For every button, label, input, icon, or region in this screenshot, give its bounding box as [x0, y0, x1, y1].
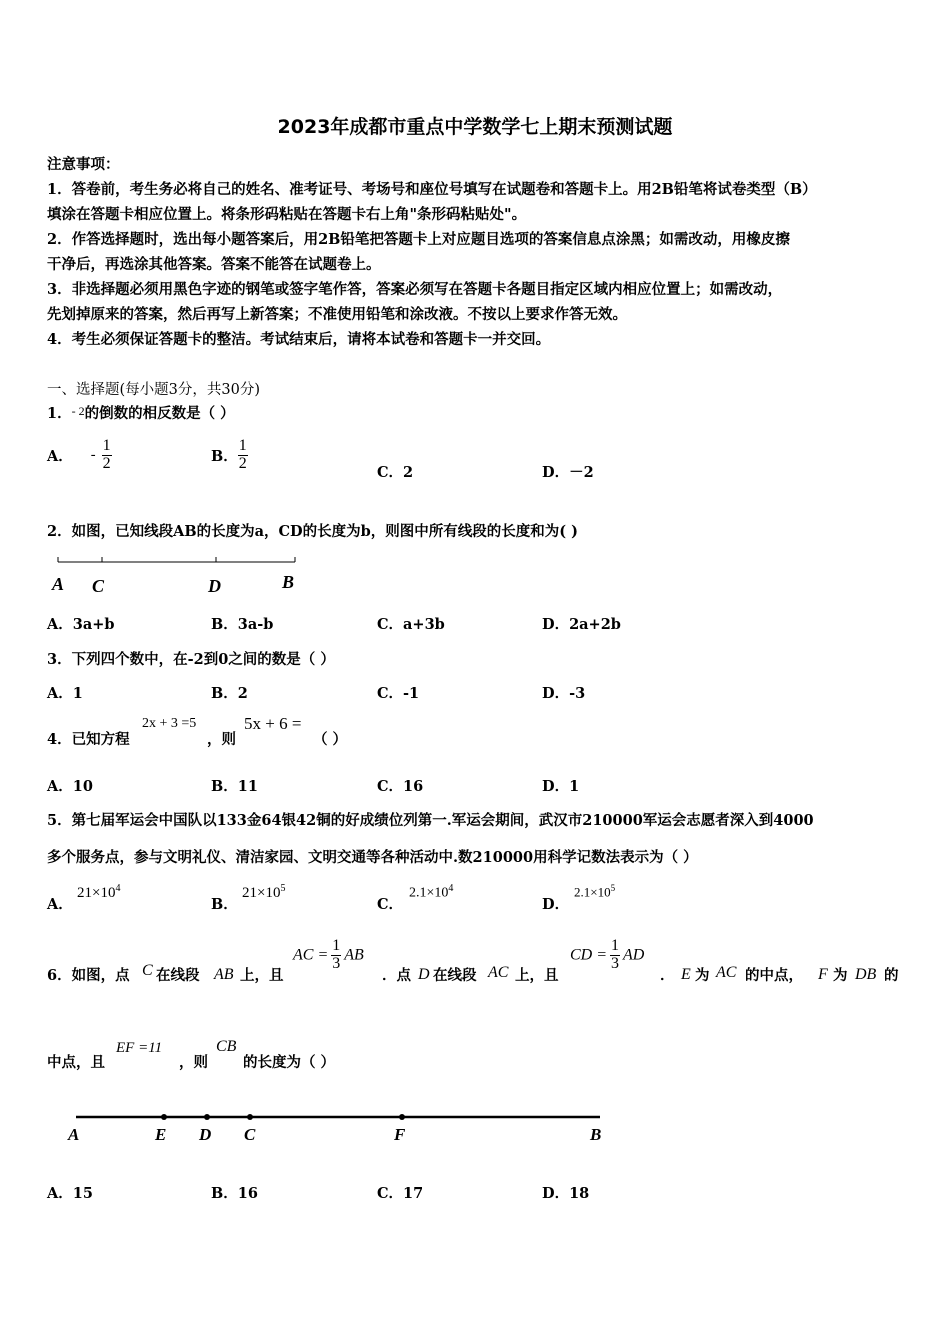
question-6-text: 6．如图，点 [47, 967, 130, 984]
option-d[interactable]: D．1 [542, 778, 580, 795]
point-c: C [142, 962, 153, 979]
option-d[interactable]: D．－2 [542, 464, 594, 481]
option-d[interactable]: D．2a+2b [542, 616, 621, 633]
question-6-text: 在线段 [433, 967, 477, 984]
option-a[interactable]: A．15 [47, 1185, 93, 1202]
segment-ac: AC [716, 964, 737, 981]
label-d: D [199, 1125, 212, 1144]
question-6-text: 为 [833, 967, 848, 984]
numerator: 1 [238, 437, 247, 454]
notice-line: 填涂在答题卡相应位置上。将条形码粘贴在答题卡右上角"条形码粘贴处"。 [47, 206, 527, 223]
notice-line: 2．作答选择题时，选出每小题答案后，用2B铅笔把答题卡上对应题目选项的答案信息点涂黑；如需改动，用橡皮擦 [47, 231, 790, 248]
fraction: $\frac{1}{3}$ [611, 937, 620, 972]
option-a[interactable]: A．3a+b [47, 616, 115, 633]
notice-line: 1．答卷前，考生务必将自己的姓名、准考证号、考场号和座位号填写在试题卷和答题卡上。用2B铅笔将试卷类型（B） [47, 181, 817, 198]
point-f: F [818, 966, 828, 983]
expression: 5x + 6 = [244, 714, 302, 733]
question-6-text: ，则 [179, 1054, 208, 1071]
equation-ac: AC = $\frac{1}{3}$ AB [293, 937, 364, 972]
question-3: 3．下列四个数中，在-2到0之间的数是（ ） [47, 651, 335, 668]
question-6-text: 的长度为（ ） [243, 1054, 336, 1071]
point-d: D [418, 966, 430, 983]
question-6-text: 的中点， [745, 967, 803, 984]
segment-cb: CB [216, 1038, 237, 1055]
segment-db: DB [855, 966, 877, 983]
option-b-label[interactable]: B． [211, 896, 238, 913]
notice-heading: 注意事项： [47, 156, 120, 173]
option-d[interactable]: D．18 [542, 1185, 590, 1202]
option-c[interactable]: C．a+3b [377, 616, 445, 633]
question-4-prefix: 4．已知方程 [47, 731, 130, 748]
point-e: E [681, 966, 691, 983]
option-b[interactable]: B．2 [211, 685, 248, 702]
math-expression: - 2 [71, 404, 85, 418]
fraction [238, 438, 248, 473]
option-c-label[interactable]: C． [377, 896, 404, 913]
question-1 [47, 402, 235, 423]
option-a[interactable]: A．10 [47, 778, 93, 795]
question-4-suffix: （ ） [313, 731, 348, 748]
option-label: B． [211, 447, 238, 465]
option-d-label[interactable]: D． [542, 896, 570, 913]
question-6-text: 为 [695, 967, 710, 984]
question-6-text: 在线段 [156, 967, 200, 984]
notice-line: 4．考生必须保证答题卡的整洁。考试结束后，请将本试卷和答题卡一并交回。 [47, 331, 551, 348]
option-c-value: $2.1\times 10^4$ [409, 883, 454, 901]
label-a: A [52, 574, 65, 594]
option-c[interactable]: C．17 [377, 1185, 424, 1202]
section-heading: 一、选择题(每小题3分，共30分) [47, 382, 260, 398]
option-c[interactable]: C．2 [377, 464, 414, 481]
option-b-value: $21\times 10^5$ [242, 883, 286, 901]
minus-sign: - [90, 446, 96, 463]
option-label: A． [47, 447, 73, 465]
label-c: C [92, 576, 105, 596]
label-b: B [282, 572, 295, 592]
label-b: B [590, 1125, 602, 1144]
option-b[interactable]: B．11 [211, 778, 258, 795]
question-6-text: 的 [884, 967, 899, 984]
option-b[interactable] [211, 438, 248, 473]
label-f: F [394, 1125, 406, 1144]
option-d[interactable]: D．-3 [542, 685, 586, 702]
option-b[interactable]: B．16 [211, 1185, 258, 1202]
option-a-value: $21\times 10^4$ [77, 883, 121, 901]
question-6-text: 上，且 [515, 967, 559, 984]
question-5-line: 5．第七届军运会中国队以133金64银42铜的好成绩位列第一.军运会期间，武汉市210000军运会志愿者深入到4000 [47, 812, 814, 829]
notice-line: 先划掉原来的答案，然后再写上新答案；不准使用铅笔和涂改液。不按以上要求作答无效。 [47, 306, 627, 323]
fraction: $\frac{1}{3}$ [332, 937, 341, 972]
option-c[interactable]: C．16 [377, 778, 424, 795]
point-d-dot [204, 1114, 210, 1120]
q2-segment-figure [50, 552, 310, 598]
question-6-text: ． [660, 967, 675, 984]
option-a[interactable] [47, 438, 112, 473]
point-c-dot [247, 1114, 253, 1120]
question-4-mid: ，则 [207, 731, 236, 748]
label-a: A [68, 1125, 80, 1144]
segment-ac: AC [488, 964, 509, 981]
question-5-line: 多个服务点，参与文明礼仪、清洁家园、文明交通等各种活动中.数210000用科学记数法表示为（ ） [47, 849, 698, 866]
equation-ef: EF =11 [116, 1040, 163, 1056]
question-6-text: ．点 [382, 967, 411, 984]
option-a-label[interactable]: A． [47, 896, 73, 913]
point-f-dot [399, 1114, 405, 1120]
equation: 2x + 3 =5 [142, 716, 197, 731]
option-c[interactable]: C．-1 [377, 685, 420, 702]
option-b[interactable]: B．3a-b [211, 616, 274, 633]
question-6-text: 上，且 [240, 967, 284, 984]
label-c: C [244, 1125, 256, 1144]
denominator: 2 [102, 454, 111, 472]
label-e: E [155, 1125, 167, 1144]
question-text: 的倒数的相反数是（ ） [84, 405, 235, 422]
denominator: 2 [238, 454, 247, 472]
segment-ab: AB [214, 966, 234, 983]
label-d: D [208, 576, 221, 596]
question-number: 1． [47, 405, 72, 422]
point-e-dot [161, 1114, 167, 1120]
question-6-text: 中点，且 [47, 1054, 105, 1071]
option-d-value: $2.1\times 10^5$ [574, 883, 616, 900]
notice-line: 3．非选择题必须用黑色字迹的钢笔或签字笔作答，答案必须写在答题卡各题目指定区域内相应位置上；如需改动， [47, 281, 783, 298]
page-title: 2023年成都市重点中学数学七上期末预测试题 [277, 116, 673, 138]
notice-line: 干净后，再选涂其他答案。答案不能答在试题卷上。 [47, 256, 381, 273]
option-a[interactable]: A．1 [47, 685, 83, 702]
question-2: 2．如图，已知线段AB的长度为a，CD的长度为b，则图中所有线段的长度和为( ) [47, 523, 579, 540]
fraction [102, 438, 112, 473]
numerator: 1 [102, 437, 111, 454]
equation-cd: CD = $\frac{1}{3}$ AD [570, 937, 645, 972]
q6-segment-figure [60, 1105, 620, 1155]
